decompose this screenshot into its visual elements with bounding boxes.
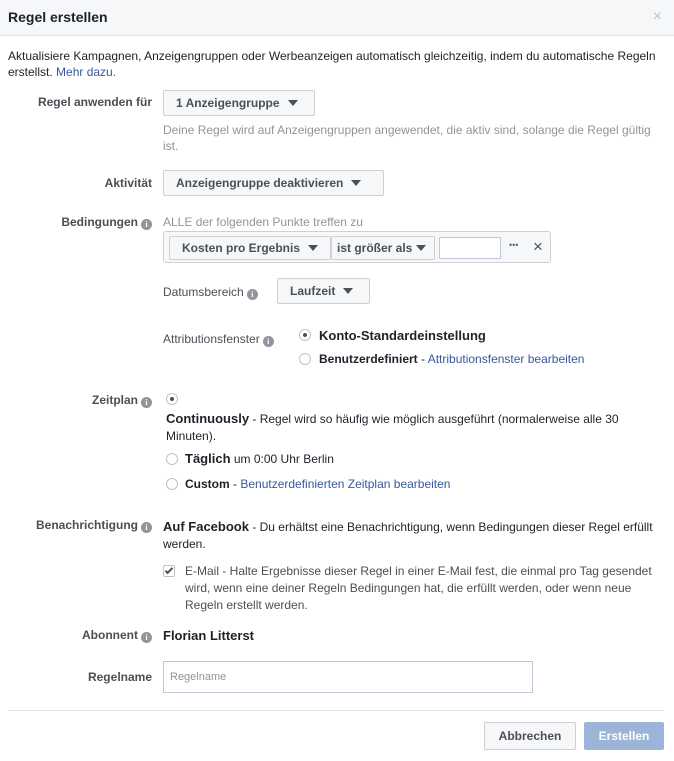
chevron-down-icon xyxy=(308,245,318,251)
schedule-continuously-title: Continuously xyxy=(166,411,250,426)
action-value: Anzeigengruppe deaktivieren xyxy=(176,176,344,190)
metric-value: Kosten pro Ergebnis xyxy=(182,241,301,255)
schedule-custom-link[interactable]: Benutzerdefinierten Zeitplan bearbeiten xyxy=(240,477,451,491)
notification-label: Benachrichtigung xyxy=(35,518,138,532)
chevron-down-icon xyxy=(416,245,426,251)
action-dropdown[interactable] xyxy=(163,170,384,196)
operator-dropdown[interactable] xyxy=(331,236,435,260)
subscriber-label: Abonnent xyxy=(82,628,138,642)
schedule-daily-radio[interactable] xyxy=(166,453,178,465)
attribution-default-radio[interactable] xyxy=(299,329,311,341)
create-button[interactable]: Erstellen xyxy=(584,722,664,750)
notification-facebook-text xyxy=(163,518,658,553)
info-icon[interactable]: i xyxy=(141,397,152,408)
schedule-custom-text xyxy=(185,477,450,491)
metric-dropdown[interactable] xyxy=(169,236,331,260)
date-range-label-wrap xyxy=(163,285,258,300)
footer-divider xyxy=(8,710,664,711)
schedule-daily-text xyxy=(185,451,334,466)
info-icon[interactable]: i xyxy=(247,289,258,300)
info-icon[interactable]: i xyxy=(141,219,152,230)
date-range-dropdown[interactable] xyxy=(277,278,370,304)
notification-email-text: E-Mail - Halte Ergebnisse dieser Regel in einer E-Mail fest, die einmal pro Tag gesendet wird, wenn eine deiner Regeln Bedingungen hat, die erfüllt werden, oder wenn neue Regeln erstellt werden. xyxy=(185,564,652,612)
more-options-icon[interactable]: ••• xyxy=(509,240,519,250)
dialog-title: Regel erstellen xyxy=(8,9,108,25)
conditions-label: Bedingungen xyxy=(61,215,138,229)
schedule-custom-title: Custom xyxy=(185,477,230,491)
conditions-header: ALLE der folgenden Punkte treffen zu xyxy=(163,215,363,229)
condition-value-input[interactable] xyxy=(439,237,501,259)
schedule-label-wrap xyxy=(7,393,152,408)
attribution-default-label: Konto-Standardeinstellung xyxy=(319,328,486,343)
info-icon[interactable]: i xyxy=(263,336,274,347)
schedule-label: Zeitplan xyxy=(91,393,138,407)
apply-to-value: 1 Anzeigengruppe xyxy=(176,96,280,110)
intro-text xyxy=(8,48,658,80)
info-icon[interactable]: i xyxy=(141,632,152,643)
operator-value: ist größer als xyxy=(337,241,413,255)
chevron-down-icon xyxy=(288,100,298,106)
notification-label-wrap xyxy=(7,518,152,533)
info-icon[interactable]: i xyxy=(141,522,152,533)
apply-to-dropdown[interactable] xyxy=(163,90,315,116)
attribution-custom-line xyxy=(319,352,584,366)
schedule-daily-desc: um 0:00 Uhr Berlin xyxy=(230,452,334,466)
close-icon[interactable]: × xyxy=(652,8,662,25)
attribution-separator: - xyxy=(417,352,428,366)
rule-name-label: Regelname xyxy=(87,670,152,684)
rule-name-input[interactable] xyxy=(163,661,533,693)
apply-label: Regel anwenden für xyxy=(37,95,152,109)
conditions-label-wrap xyxy=(7,215,152,230)
attribution-custom-label: Benutzerdefiniert xyxy=(319,352,418,366)
chevron-down-icon xyxy=(343,288,353,294)
schedule-continuously-text xyxy=(166,410,661,445)
date-range-value: Laufzeit xyxy=(290,284,336,298)
email-checkbox[interactable] xyxy=(163,565,175,577)
schedule-custom-radio[interactable] xyxy=(166,478,178,490)
subscriber-name: Florian Litterst xyxy=(163,628,255,643)
subscriber-label-wrap xyxy=(7,628,152,643)
attribution-edit-link[interactable]: Attributionsfenster bearbeiten xyxy=(427,352,585,366)
cancel-button[interactable]: Abbrechen xyxy=(484,722,576,750)
notification-facebook-title: Auf Facebook xyxy=(163,519,249,534)
intro-description: Aktualisiere Kampagnen, Anzeigengruppen oder Werbeanzeigen automatisch gleichzeitig, indem du automatische Regeln erstellst. xyxy=(8,49,656,79)
checkmark-icon xyxy=(165,566,173,574)
attribution-custom-radio[interactable] xyxy=(299,353,311,365)
attribution-label: Attributionsfenster xyxy=(163,332,260,346)
date-range-label: Datumsbereich xyxy=(163,285,244,299)
chevron-down-icon xyxy=(351,180,361,186)
schedule-custom-sep: - xyxy=(229,477,241,491)
dialog-header xyxy=(0,0,674,36)
learn-more-link[interactable]: Mehr dazu. xyxy=(56,65,117,79)
notification-facebook-desc: - Du erhältst eine Benachrichtigung, wenn Bedingungen dieser Regel erfüllt werden. xyxy=(163,520,653,551)
schedule-continuously-desc: - Regel wird so häufig wie möglich ausgeführt (normalerweise alle 30 Minuten). xyxy=(166,412,619,443)
schedule-continuously-radio[interactable] xyxy=(166,393,178,405)
remove-condition-icon[interactable]: × xyxy=(533,237,543,256)
action-label: Aktivität xyxy=(104,176,152,190)
apply-help-text: Deine Regel wird auf Anzeigengruppen angewendet, die aktiv sind, solange die Regel gültig ist. xyxy=(163,123,651,153)
schedule-daily-title: Täglich xyxy=(185,451,231,466)
attribution-label-wrap xyxy=(163,332,274,347)
